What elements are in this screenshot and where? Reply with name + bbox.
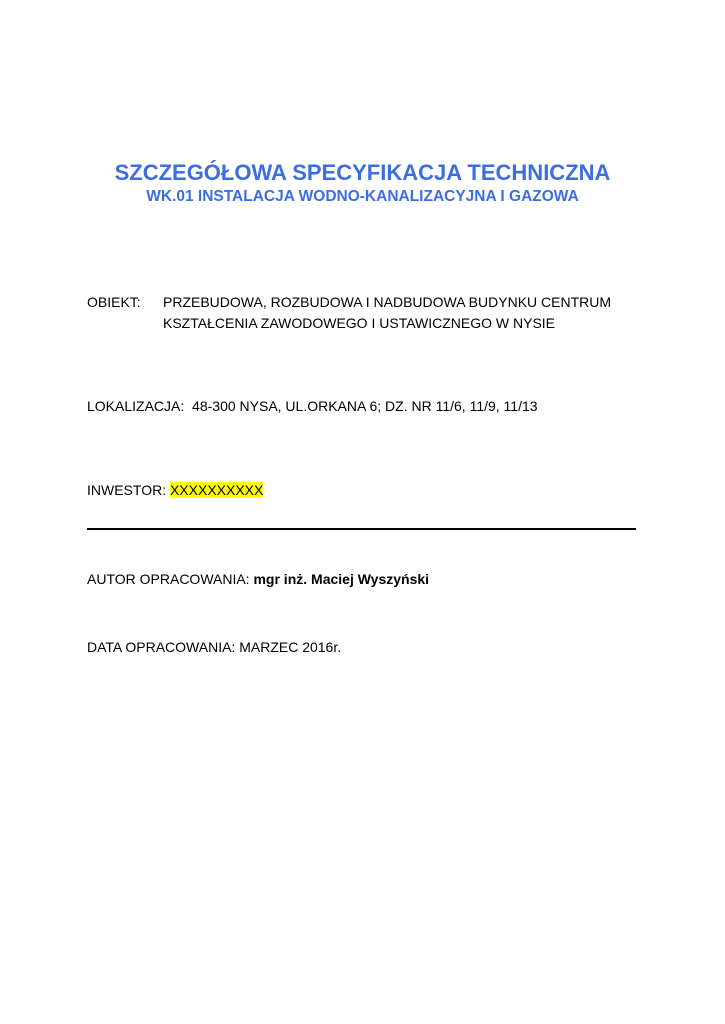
obiekt-value-line2: KSZTAŁCENIA ZAWODOWEGO I USTAWICZNEGO W NYSIE: [163, 315, 556, 331]
document-title: SZCZEGÓŁOWA SPECYFIKACJA TECHNICZNA: [114, 160, 611, 185]
lokalizacja-row: [87, 396, 538, 416]
horizontal-rule: [87, 528, 636, 530]
lokalizacja-value: 48-300 NYSA, UL.ORKANA 6; DZ. NR 11/6, 11/9, 11/13: [192, 398, 538, 414]
autor-value: mgr inż. Maciej Wyszyński: [253, 571, 430, 587]
data-row: [87, 637, 341, 657]
inwestor-value: XXXXXXXXXX: [169, 482, 264, 498]
obiekt-value-line1: PRZEBUDOWA, ROZBUDOWA I NADBUDOWA BUDYNKU CENTRUM: [163, 294, 612, 310]
inwestor-row: [87, 480, 263, 500]
data-label: DATA OPRACOWANIA:: [87, 639, 236, 655]
obiekt-value: [163, 292, 611, 334]
lokalizacja-label: LOKALIZACJA:: [87, 398, 185, 414]
autor-label: AUTOR OPRACOWANIA:: [87, 571, 250, 587]
data-value: MARZEC 2016r.: [239, 639, 342, 655]
obiekt-label: OBIEKT:: [87, 294, 141, 310]
document-subtitle: WK.01 INSTALACJA WODNO-KANALIZACYJNA I GAZOWA: [146, 188, 579, 205]
inwestor-label: INWESTOR:: [87, 482, 167, 498]
autor-row: [87, 569, 429, 589]
